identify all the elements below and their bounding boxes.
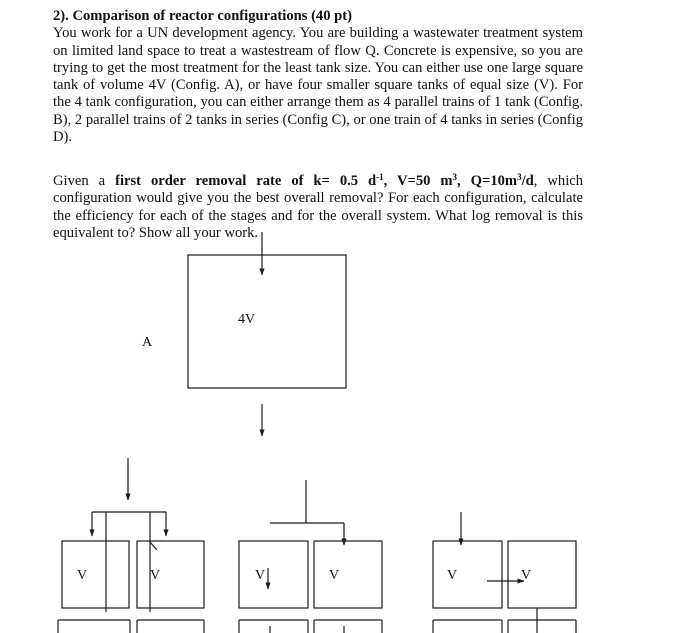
config-c-tank-2 — [314, 541, 382, 608]
tank-4v-label: 4V — [238, 312, 256, 327]
config-c-tank-1 — [239, 541, 308, 608]
config-d-tank-1-label: V — [447, 568, 458, 583]
given-prefix: Given a — [53, 173, 106, 189]
question-text: , which configuration would give you the best overall removal? For each configuration, calculate the efficiency for each of the stages and for the overall system. What log removal is this equivalent to? Show all your work. — [53, 173, 584, 241]
config-d-tank-2-label: V — [521, 568, 532, 583]
config-b-tank-2 — [137, 541, 204, 608]
tank-4v — [188, 255, 346, 388]
problem-intro-text: You work for a UN development agency. You are building a wastewater treatment system on limited land space to treat a wastestream of flow Q. Concrete is expensive, so you are trying to get the most treatment for the least tank size. You can either use one large square tank of volume 4V (Config. A), or have four smaller square tanks of equal size (V). For the 4 tank configuration, you can either arrange them as 4 parallel trains of 1 tank (Config. B), 2 parallel trains of 2 tanks in series (Config C), or one train of 4 tanks in series (Config D). — [53, 25, 583, 146]
rate-k: first order removal rate of k= 0.5 $d^{-1}$, V=50 $m^3$, $Q=10m^3/d$ — [115, 172, 534, 189]
config-d-tank-2 — [508, 541, 576, 608]
config-b-tick — [150, 542, 157, 550]
problem-title: 2). Comparison of reactor configurations (40 pt) — [53, 8, 353, 24]
config-b-tank-2-label: V — [150, 568, 161, 583]
config-a-label: A — [142, 335, 153, 350]
config-b-tank-1-label: V — [77, 568, 88, 583]
config-c-tank-1-label: V — [255, 568, 266, 583]
config-b-tank-1 — [62, 541, 129, 608]
config-d-tank-1 — [433, 541, 502, 608]
config-c-tank-2-label: V — [329, 568, 340, 583]
